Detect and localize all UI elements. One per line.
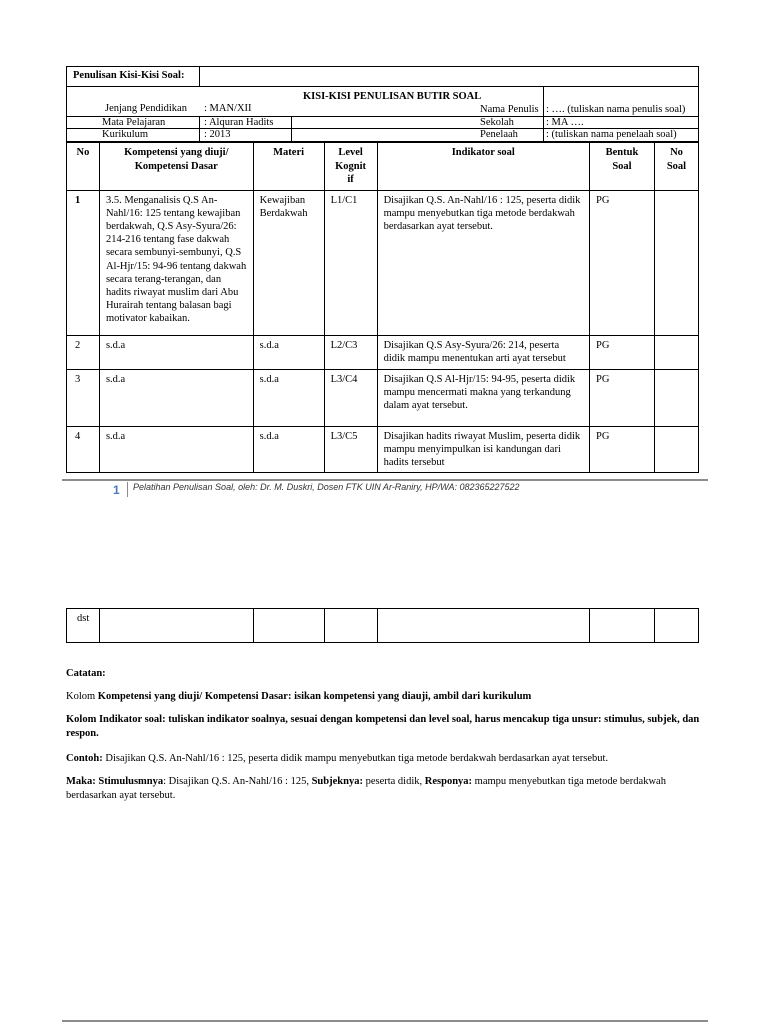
row-nosoal — [654, 369, 698, 426]
note-contoh: Contoh: Disajikan Q.S. An-Nahl/16 : 125, peserta didik mampu menyebutkan tiga metode berdakwah berdasarkan ayat tersebut. — [66, 753, 609, 764]
sekolah-label: Sekolah — [480, 117, 514, 128]
penelaah-value: : (tuliskan nama penelaah soal) — [546, 129, 677, 140]
kurikulum-value: : 2013 — [204, 129, 231, 140]
row-bentuk: PG — [589, 335, 654, 369]
row-bentuk: PG — [589, 190, 654, 335]
row-bentuk: PG — [589, 426, 654, 472]
table-row — [67, 609, 699, 643]
dst-cell: dst — [67, 609, 100, 643]
note-kompetensi: Kolom Kompetensi yang diuji/ Kompetensi Dasar: isikan kompetensi yang diauji, ambil dari kurikulum — [66, 691, 532, 702]
document-title: KISI-KISI PENULISAN BUTIR SOAL — [303, 91, 482, 102]
mapel-value: : Alquran Hadits — [204, 117, 274, 128]
jenjang-label: Jenjang Pendidikan — [105, 103, 187, 114]
page-number: 1 — [113, 483, 120, 497]
row-level: L2/C3 — [324, 335, 377, 369]
row-materi: s.d.a — [253, 426, 324, 472]
header-materi: Materi — [253, 143, 324, 191]
sekolah-value: : MA …. — [546, 117, 584, 128]
kurikulum-label: Kurikulum — [102, 129, 149, 140]
row-nosoal — [654, 335, 698, 369]
penelaah-label: Penelaah — [480, 129, 518, 140]
footer-text: Pelatihan Penulisan Soal, oleh: Dr. M. Duskri, Dosen FTK UIN Ar-Raniry, HP/WA: 082365227522 — [133, 482, 520, 492]
header-info-block — [66, 66, 699, 142]
row-no: 1 — [67, 190, 100, 335]
row-no: 4 — [67, 426, 100, 472]
kisi-kisi-table — [66, 142, 699, 473]
footer-divider — [62, 479, 708, 481]
table-row — [67, 335, 699, 369]
bottom-divider — [62, 1020, 708, 1022]
note-maka: Maka: Stimulusmnya: Disajikan Q.S. An-Nahl/16 : 125, Subjeknya: peserta didik, Responya: mampu menyebutkan tiga metode berdakwah berdasarkan ayat tersebut. — [66, 776, 666, 801]
mapel-label: Mata Pelajaran — [102, 117, 166, 128]
penulisan-label: Penulisan Kisi-Kisi Soal: — [73, 70, 185, 81]
header-nosoal: No Soal — [654, 143, 698, 191]
row-indikator: Disajikan Q.S Asy-Syura/26: 214, peserta didik mampu menentukan arti ayat tersebut — [377, 335, 589, 369]
row-no: 3 — [67, 369, 100, 426]
row-nosoal — [654, 190, 698, 335]
row-indikator: Disajikan hadits riwayat Muslim, peserta didik mampu menyimpulkan isi kandungan dari hadits tersebut — [377, 426, 589, 472]
header-no: No — [67, 143, 100, 191]
row-bentuk: PG — [589, 369, 654, 426]
row-level: L3/C4 — [324, 369, 377, 426]
table-row — [67, 426, 699, 472]
table-header-row — [67, 143, 699, 191]
row-level: L3/C5 — [324, 426, 377, 472]
row-materi: s.d.a — [253, 335, 324, 369]
row-materi: s.d.a — [253, 369, 324, 426]
row-level: L1/C1 — [324, 190, 377, 335]
penulis-value: : …. (tuliskan nama penulis soal) — [546, 104, 686, 115]
row-kompetensi: s.d.a — [99, 426, 253, 472]
continuation-table — [66, 608, 699, 643]
row-nosoal — [654, 426, 698, 472]
footer-separator — [127, 482, 128, 497]
table-row — [67, 190, 699, 335]
row-no: 2 — [67, 335, 100, 369]
jenjang-value: : MAN/XII — [204, 103, 252, 114]
header-indikator: Indikator soal — [377, 143, 589, 191]
header-level: Level Kognit if — [324, 143, 377, 191]
row-indikator: Disajikan Q.S Al-Hjr/15: 94-95, peserta didik mampu mencermati makna yang terkandung dalam ayat tersebut. — [377, 369, 589, 426]
penulis-label: Nama Penulis — [480, 104, 539, 115]
header-bentuk: Bentuk Soal — [589, 143, 654, 191]
row-indikator: Disajikan Q.S. An-Nahl/16 : 125, peserta didik mampu menyebutkan tiga metode berdakwah berdasarkan ayat tersebut. — [377, 190, 589, 335]
row-kompetensi: 3.5. Menganalisis Q.S An-Nahl/16: 125 tentang kewajiban berdakwah, Q.S Asy-Syura/26: 214-216 tentang fase dakwah secara sembunyi-sembunyi, Q.S Al-Hjr/15: 94-96 tentang dakwah secara terang-terangan, dan hadits riwayat muslim dari Abu Hurairah tentang balasan bagi motivator kabaikan. — [99, 190, 253, 335]
table-row — [67, 369, 699, 426]
note-indikator: Kolom Indikator soal: tuliskan indikator soalnya, sesuai dengan kompetensi dan level soal, harus mencakup tiga unsur: stimulus, subjek, dan respon. — [66, 714, 700, 739]
notes-heading: Catatan: — [66, 668, 106, 679]
row-kompetensi: s.d.a — [99, 335, 253, 369]
row-materi: Kewajiban Berdakwah — [253, 190, 324, 335]
header-kompetensi: Kompetensi yang diuji/ Kompetensi Dasar — [99, 143, 253, 191]
row-kompetensi: s.d.a — [99, 369, 253, 426]
